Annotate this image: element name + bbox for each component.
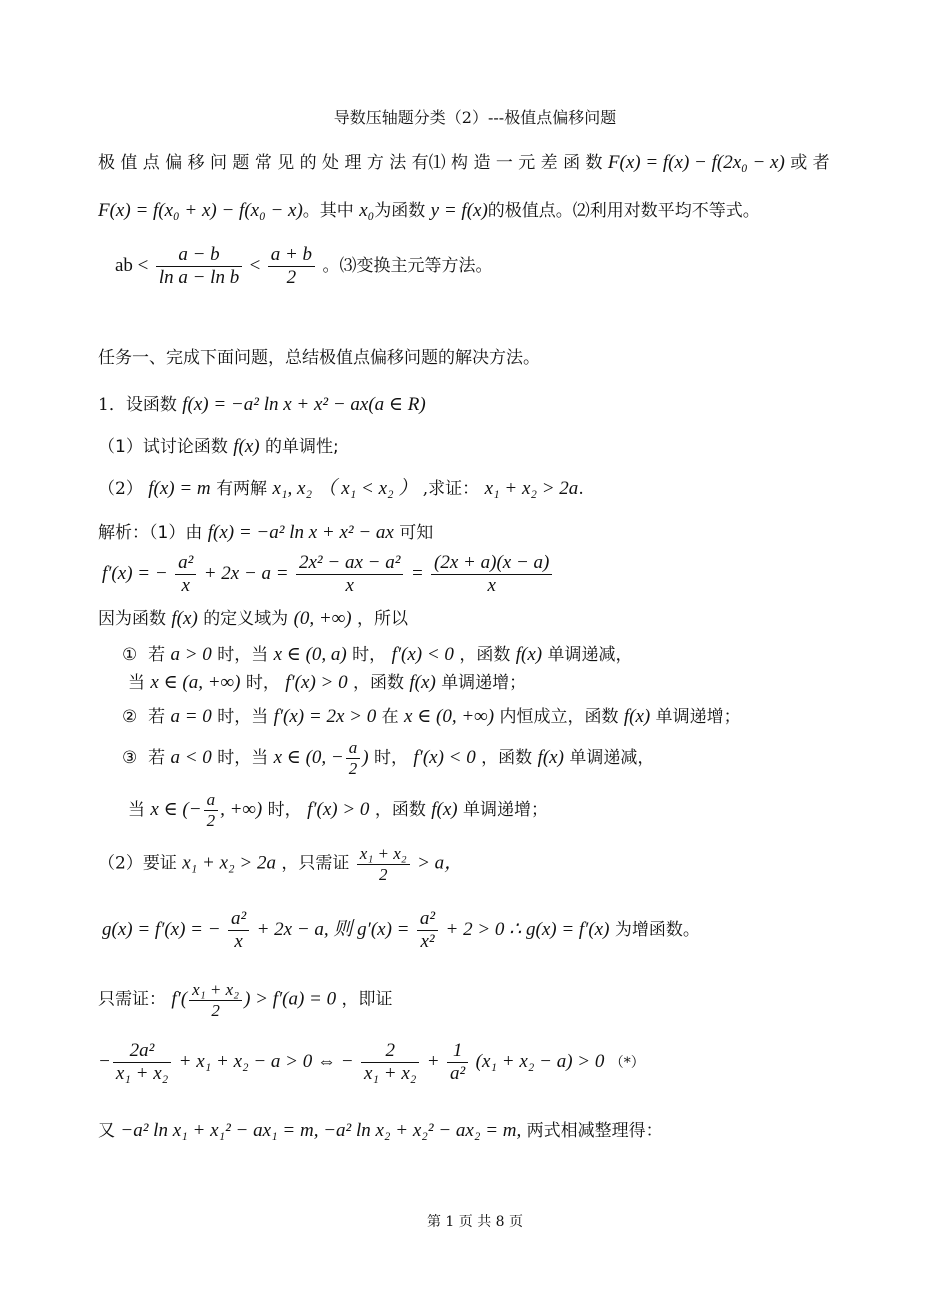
- need-frac: $\frac{\text{x₁ + x₂}}{2}$: [189, 980, 242, 1020]
- ineq-frac-3: $\frac{1}{\text{a²}}$: [447, 1040, 468, 1085]
- case-1: ① 若 a > 0 时，当 x ∈ (0, a) 时， f′(x) < 0 ，函数 f(x) 单调递减，: [122, 644, 633, 665]
- g-frac-1: $\frac{\text{a²}}{x}$: [228, 908, 249, 953]
- intro-line2-formula2: y = f(x): [430, 200, 488, 221]
- log-mean-frac-1: $\frac{a - b}{\text{ln a − ln b}}$: [156, 244, 242, 289]
- intro-line-2: [98, 200, 760, 223]
- case-2: ② 若 a = 0 时，当 f′(x) = 2x > 0 在 x ∈ (0, +∞) 内恒成立，函数 f(x) 单调递增；: [122, 706, 741, 727]
- deriv-frac-3: $\frac{(2x + a)(x - a)}{x}$: [431, 552, 552, 597]
- case3-frac: $\frac{a}{2}$: [346, 738, 361, 778]
- problem-part-2: （2） f(x) = m 有两解 x₁, x₂ （ x₁ < x₂ ） ,求证： x₁ + x₂ > 2a.: [98, 478, 584, 499]
- derivative-formula: f′(x) = − $\frac{\text{a²}}{x}$ + 2x − a = $\frac{\text{2x² − ax − a²}}{x}$ = $\frac{(2x + a)(x - a)}{x}$: [102, 552, 554, 597]
- subtraction-line: 又 −a² ln x₁ + x₁² − ax₁ = m, −a² ln x₂ + x₂² − ax₂ = m, 两式相减整理得：: [98, 1120, 663, 1141]
- intro-line1-formula: F(x) = f(x) − f(2x₀ − x): [607, 152, 785, 173]
- intro-line-1: [98, 152, 830, 175]
- deriv-frac-1: $\frac{\text{a²}}{x}$: [175, 552, 196, 597]
- s2-frac: $\frac{\text{x₁ + x₂}}{2}$: [357, 844, 410, 884]
- intro-line2-formula: F(x) = f(x₀ + x) − f(x₀ − x): [98, 200, 303, 221]
- deriv-frac-2: $\frac{\text{2x² − ax − a²}}{x}$: [296, 552, 403, 597]
- problem-statement: [98, 394, 426, 417]
- page-footer: 第 1 页 共 8 页: [426, 1214, 524, 1230]
- g-frac-2: $\frac{\text{a²}}{\text{x²}}$: [417, 908, 438, 953]
- g-function-line: g(x) = f′(x) = − $\frac{\text{a²}}{x}$ + 2x − a, 则 g′(x) = $\frac{\text{a²}}{\text{x²}}$ + 2 > 0 ∴ g(x) = f′(x) 为增函数。: [102, 908, 700, 952]
- ineq-frac-2: $\frac{2}{\text{x₁ + x₂}}$: [361, 1040, 419, 1085]
- intro-line2-text-c: 的极值点。⑵利用对数平均不等式。: [487, 201, 760, 221]
- task-heading: 任务一、完成下面问题，总结极值点偏移问题的解决方法。: [98, 348, 540, 368]
- ineq-frac-1: $\frac{\text{2a²}}{\text{x₁ + x₂}}$: [113, 1040, 171, 1085]
- intro-line1-tail: 或 者: [790, 153, 830, 173]
- intro-line1-text: 极 值 点 偏 移 问 题 常 见 的 处 理 方 法 有⑴ 构 造 一 元 差 函 数: [98, 153, 603, 173]
- log-mean-frac-2: $\frac{a + b}{2}$: [268, 244, 315, 289]
- key-inequality: − $\frac{\text{2a²}}{\text{x₁ + x₂}}$ + x₁ + x₂ − a > 0 ⇔ − $\frac{2}{\text{x₁ + x₂}}$ + $\frac{1}{\text{a²}}$ (x₁ + x₂ − a) > 0 （*）: [98, 1040, 645, 1084]
- intro-line-3: ab < $\frac{a - b}{\text{ln a − ln b}}$ < $\frac{a + b}{2}$ 。⑶变换主元等方法。: [115, 244, 493, 288]
- case3b-frac: $\frac{a}{2}$: [204, 790, 219, 830]
- intro-line2-x0: x₀: [359, 200, 375, 221]
- solution-intro: 解析：（1）由 f(x) = −a² ln x + x² − ax 可知: [98, 522, 434, 543]
- intro-line3-text: 。⑶变换主元等方法。: [322, 255, 493, 276]
- case-3: ③ 若 a < 0 时，当 x ∈ (0, − $\frac{a}{2}$ ) 时， f′(x) < 0 ，函数 f(x) 单调递减，: [122, 738, 655, 778]
- domain-statement: 因为函数 f(x) 的定义域为 (0, +∞) ，所以: [98, 608, 409, 629]
- case-3-continued: 当 x ∈ (− $\frac{a}{2}$ , +∞) 时， f′(x) > 0 ，函数 f(x) 单调递增；: [128, 790, 549, 830]
- case-1-continued: 当 x ∈ (a, +∞) 时， f′(x) > 0 ，函数 f(x) 单调递增；: [128, 672, 527, 693]
- need-to-prove: 只需证： f′( $\frac{\text{x₁ + x₂}}{2}$ ) > f′(a) = 0 ，即证: [98, 980, 393, 1020]
- log-mean-lhs: ab <: [115, 254, 149, 276]
- page-title: 导数压轴题分类（2）---极值点偏移问题: [333, 108, 617, 127]
- solution-part-2: （2）要证 x₁ + x₂ > 2a ，只需证 $\frac{\text{x₁ + x₂}}{2}$ > a，: [98, 844, 464, 884]
- problem-formula: f(x) = −a² ln x + x² − ax(a ∈ R): [182, 394, 426, 415]
- intro-line2-text-a: 。其中: [302, 201, 354, 221]
- problem-part-1: （1）试讨论函数 f(x) 的单调性;: [98, 436, 339, 457]
- problem-label: 1．设函数: [98, 395, 177, 415]
- intro-line2-text-b: 为函数: [374, 201, 426, 221]
